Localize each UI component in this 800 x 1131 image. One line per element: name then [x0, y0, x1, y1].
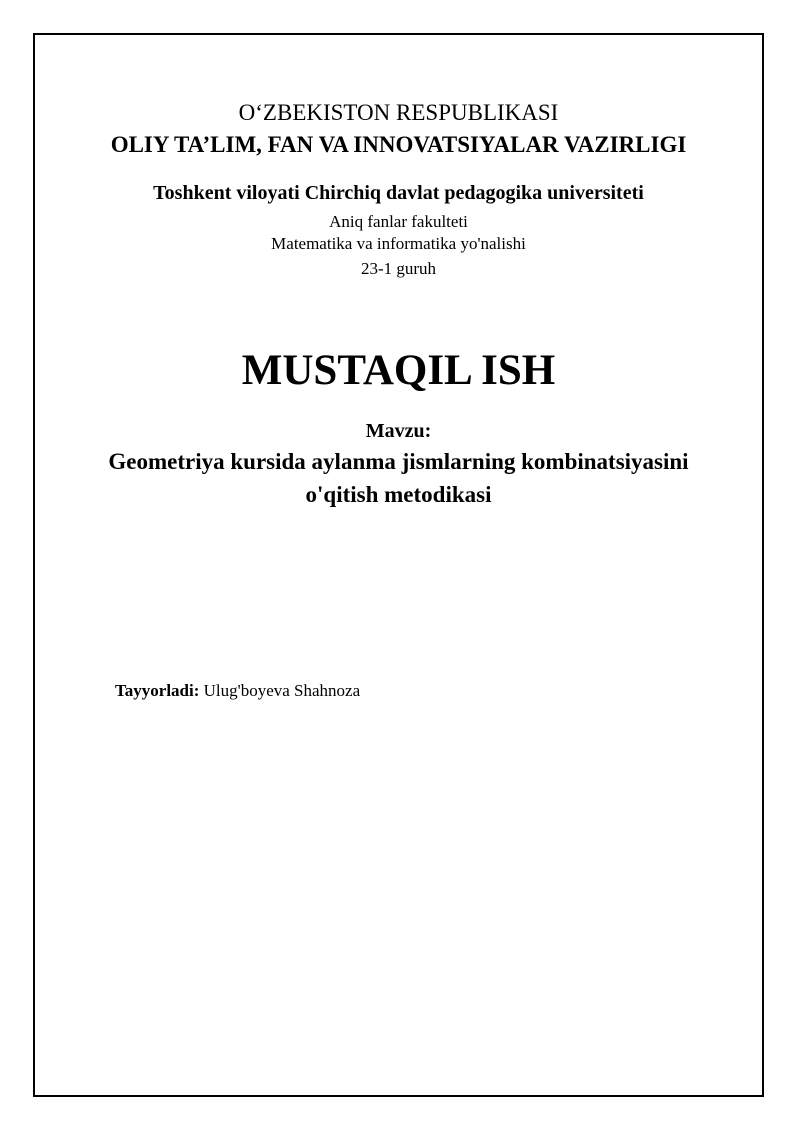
university-name: Toshkent viloyati Chirchiq davlat pedagogika universiteti [153, 182, 644, 204]
document-title: MUSTAQIL ISH [241, 347, 556, 394]
faculty-name: Aniq fanlar fakulteti [329, 212, 468, 231]
author-label: Tayyorladi: [115, 681, 200, 700]
ministry-heading: OLIY TA’LIM, FAN VA INNOVATSIYALAR VAZIRLIGI [110, 132, 687, 157]
author-line [115, 682, 360, 699]
author-name: Ulug'boyeva Shahnoza [203, 681, 361, 700]
group-name: 23-1 guruh [360, 259, 437, 278]
country-heading: O‘ZBEKISTON RESPUBLIKASI [238, 100, 559, 125]
topic-text-line-1: Geometriya kursida aylanma jismlarning kombinatsiyasini [108, 449, 689, 474]
direction-name: Matematika va informatika yo'nalishi [271, 234, 526, 253]
topic-text-line-2: o'qitish metodikasi [305, 482, 492, 507]
topic-label: Mavzu: [365, 420, 432, 442]
